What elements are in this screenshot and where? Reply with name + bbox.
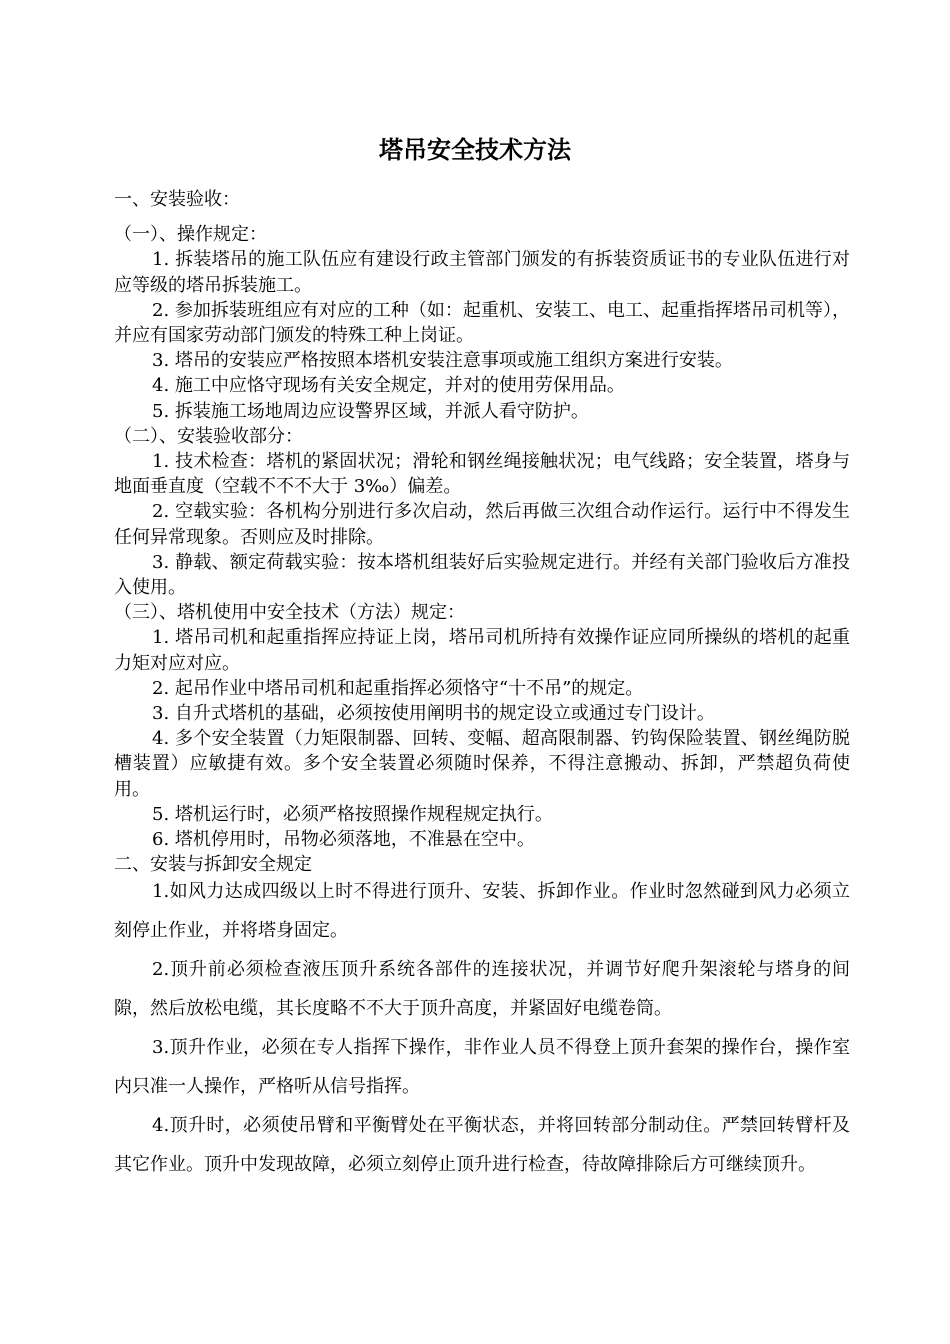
list-item: 2. 起吊作业中塔吊司机和起重指挥必须恪守“十不吊”的规定。 [152,677,644,699]
list-item: 3.顶升作业，必须在专人指挥下操作，非作业人员不得登上顶升套架的操作台，操作室内只准一人操作，严格听从信号指挥。 [114,1037,850,1097]
section-1 [114,187,850,877]
subsection-heading: （二）、安装验收部分： [114,425,303,447]
list-item: 1. 塔吊司机和起重指挥应持证上岗，塔吊司机所持有效操作证应同所操纵的塔机的起重力矩对应对应。 [114,627,850,674]
subsection-heading: （三）、塔机使用中安全技术（方法）规定： [114,602,465,624]
list-item: 2.顶升前必须检查液压顶升系统各部件的连接状况，并调节好爬升架滚轮与塔身的间隙，然后放松电缆，其长度略不不大于顶升高度，并紧固好电缆卷筒。 [114,959,850,1019]
list-item: 2. 参加拆装班组应有对应的工种（如：起重机、安装工、电工、起重指挥塔吊司机等），并应有国家劳动部门颁发的特殊工种上岗证。 [114,299,850,347]
subsection-heading: （一）、操作规定： [114,224,267,246]
list-item: 1. 技术检查：塔机的紧固状况；滑轮和钢丝绳接触状况；电气线路；安全装置，塔身与地面垂直度（空载不不不大于 3‰）偏差。 [114,451,850,498]
section-2 [114,872,850,1184]
list-item: 1.如风力达成四级以上时不得进行顶升、安装、拆卸作业。作业时忽然碰到风力必须立刻停止作业，并将塔身固定。 [114,881,850,941]
list-item: 6. 塔机停用时，吊物必须落地，不准悬在空中。 [152,829,535,851]
list-item: 2. 空载实验：各机构分别进行多次启动，然后再做三次组合动作运行。运行中不得发生任何异常现象。否则应及时排除。 [114,501,850,548]
list-item: 4.顶升时，必须使吊臂和平衡臂处在平衡状态，并将回转部分制动住。严禁回转臂杆及其它作业。顶升中发现故障，必须立刻停止顶升进行检查，待故障排除后方可继续顶升。 [114,1115,850,1175]
list-item: 3. 塔吊的安装应严格按照本塔机安装注意事项或施工组织方案进行安装。 [152,350,733,372]
list-item: 5. 拆装施工场地周边应设警界区域，并派人看守防护。 [152,400,589,422]
section-heading: 一、安装验收： [114,189,240,210]
list-item: 4. 多个安全装置（力矩限制器、回转、变幅、超高限制器、钓钩保险装置、钢丝绳防脱槽装置）应敏捷有效。多个安全装置必须随时保养，不得注意搬动、拆卸，严禁超负荷使用。 [114,728,850,800]
list-item: 3. 自升式塔机的基础，必须按使用阐明书的规定设立或通过专门设计。 [152,703,715,725]
list-item: 5. 塔机运行时，必须严格按照操作规程规定执行。 [152,803,553,825]
list-item: 4. 施工中应恪守现场有关安全规定，并对的使用劳保用品。 [152,375,625,397]
section-heading: 二、安装与拆卸安全规定 [114,854,312,876]
list-item: 1. 拆装塔吊的施工队伍应有建设行政主管部门颁发的有拆装资质证书的专业队伍进行对应等级的塔吊拆装施工。 [114,249,850,296]
list-item: 3. 静载、额定荷载实验：按本塔机组装好后实验规定进行。并经有关部门验收后方准投入使用。 [114,551,850,599]
document-title: 塔吊安全技术方法 [379,135,571,164]
